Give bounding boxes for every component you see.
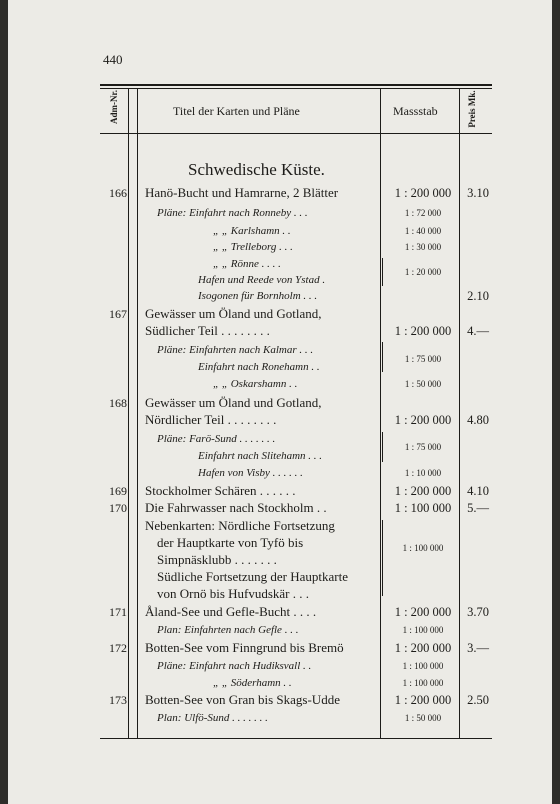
entry-subtitle: Pläne: Einfahrten nach Kalmar . . . xyxy=(157,344,314,356)
table-row xyxy=(8,376,552,392)
entry-title: Simpnäsklubb . . . . . . . xyxy=(157,552,277,567)
entry-subtitle: Plan: Einfahrten nach Gefle . . . xyxy=(157,624,299,636)
entry-scale: 1 : 200 000 xyxy=(394,641,452,655)
table-row xyxy=(8,359,552,375)
entry-title: Gewässer um Öland und Gotland, xyxy=(145,395,322,410)
entry-title: Südliche Fortsetzung der Hauptkarte xyxy=(157,569,348,584)
entry-title: Stockholmer Schären . . . . . . xyxy=(145,483,296,498)
table-row xyxy=(8,604,552,620)
table-row xyxy=(8,239,552,255)
book-page xyxy=(8,0,552,804)
table-row xyxy=(8,412,552,428)
table-row xyxy=(8,658,552,674)
entry-subtitle: Pläne: Farö-Sund . . . . . . . xyxy=(157,433,276,445)
entry-subtitle: Plan: Ulfö-Sund . . . . . . . xyxy=(157,712,268,724)
table-row xyxy=(8,586,552,602)
entry-scale: 1 : 75 000 xyxy=(404,354,442,364)
entry-scale: 1 : 10 000 xyxy=(404,468,442,478)
table-row xyxy=(8,483,552,499)
table-row xyxy=(8,205,552,221)
entry-price: 5.— xyxy=(467,501,489,515)
entry-subtitle: Pläne: Einfahrt nach Ronneby . . . xyxy=(157,207,308,219)
entry-title: der Hauptkarte von Tyfö bis xyxy=(157,535,304,550)
entry-subtitle: „ „ Oskarshamn . . xyxy=(213,378,298,390)
entry-scale: 1 : 200 000 xyxy=(394,605,452,619)
entry-subtitle: „ „ Trelleborg . . . xyxy=(213,241,293,253)
table-rule-bottom xyxy=(100,738,492,739)
table-row xyxy=(8,569,552,585)
entry-title: Hanö-Bucht und Hamrarne, 2 Blätter xyxy=(145,185,339,200)
header-rule-top-thin xyxy=(100,88,492,89)
table-row xyxy=(8,288,552,304)
entry-title: von Ornö bis Hufvudskär . . . xyxy=(157,586,310,601)
entry-price: 4.10 xyxy=(467,484,489,498)
entry-title: Botten-See von Gran bis Skags-Udde xyxy=(145,692,340,707)
entry-scale: 1 : 40 000 xyxy=(404,226,442,236)
table-row xyxy=(8,500,552,516)
entry-title: Die Fahrwasser nach Stockholm . . xyxy=(145,500,327,515)
entry-price: 4.— xyxy=(467,324,489,338)
entry-title: Botten-See vom Finngrund bis Bremö xyxy=(145,640,344,655)
entry-scale: 1 : 100 000 xyxy=(402,543,444,553)
entry-scale: 1 : 200 000 xyxy=(394,693,452,707)
table-row xyxy=(8,306,552,322)
entry-title: Gewässer um Öland und Gotland, xyxy=(145,306,322,321)
table-row xyxy=(8,395,552,411)
entry-scale: 1 : 100 000 xyxy=(394,501,452,515)
table-row xyxy=(8,622,552,638)
header-rule-top xyxy=(100,84,492,86)
entry-price: 4.80 xyxy=(467,413,489,427)
entry-scale: 1 : 100 000 xyxy=(402,625,444,635)
table-row xyxy=(8,185,552,201)
table-row xyxy=(8,223,552,239)
entry-price: 2.50 xyxy=(467,693,489,707)
table-row xyxy=(8,272,552,288)
entry-scale: 1 : 200 000 xyxy=(394,413,452,427)
entry-number: 167 xyxy=(109,307,127,321)
table-row xyxy=(8,710,552,726)
entry-number: 171 xyxy=(109,605,127,619)
entry-subtitle: „ „ Söderhamn . . xyxy=(213,677,292,689)
entry-scale: 1 : 200 000 xyxy=(394,484,452,498)
entry-scale: 1 : 200 000 xyxy=(394,324,452,338)
entry-scale: 1 : 200 000 xyxy=(394,186,452,200)
table-row xyxy=(8,640,552,656)
entry-price: 3.10 xyxy=(467,186,489,200)
table-row xyxy=(8,518,552,534)
entry-scale: 1 : 100 000 xyxy=(402,661,444,671)
header-rule-bottom xyxy=(100,133,492,134)
entry-subtitle: „ „ Karlshamn . . xyxy=(213,225,291,237)
table-row xyxy=(8,465,552,481)
entry-number: 166 xyxy=(109,186,127,200)
entry-price: 2.10 xyxy=(467,289,489,303)
page-number: 440 xyxy=(103,52,123,67)
entry-number: 170 xyxy=(109,501,127,515)
entry-scale: 1 : 72 000 xyxy=(404,208,442,218)
entry-scale: 1 : 75 000 xyxy=(404,442,442,452)
entry-title: Nördlicher Teil . . . . . . . . xyxy=(145,412,277,427)
table-row xyxy=(8,448,552,464)
entry-title: Nebenkarten: Nördliche Fortsetzung xyxy=(145,518,335,533)
entry-subtitle: Einfahrt nach Ronehamn . . xyxy=(198,361,320,373)
entry-price: 3.70 xyxy=(467,605,489,619)
entry-number: 168 xyxy=(109,396,127,410)
table-row xyxy=(8,675,552,691)
entry-scale: 1 : 30 000 xyxy=(404,242,442,252)
entry-scale: 1 : 50 000 xyxy=(404,379,442,389)
entry-subtitle: Hafen und Reede von Ystad . xyxy=(198,274,326,286)
entry-subtitle: Einfahrt nach Slitehamn . . . xyxy=(198,450,323,462)
entry-price: 3.— xyxy=(467,641,489,655)
entry-number: 172 xyxy=(109,641,127,655)
header-price: Preis Mk. xyxy=(467,90,477,128)
header-title: Titel der Karten und Pläne xyxy=(173,104,300,118)
header-scale: Massstab xyxy=(393,104,438,118)
entry-subtitle: Pläne: Einfahrt nach Hudiksvall . . xyxy=(157,660,312,672)
entry-scale: 1 : 20 000 xyxy=(404,267,442,277)
entry-title: Åland-See und Gefle-Bucht . . . . xyxy=(145,604,317,619)
entry-subtitle: Isogonen für Bornholm . . . xyxy=(198,290,318,302)
table-row xyxy=(8,552,552,568)
entry-subtitle: Hafen von Visby . . . . . . xyxy=(198,467,303,479)
table-row xyxy=(8,692,552,708)
entry-scale: 1 : 100 000 xyxy=(402,678,444,688)
header-nr: Adm-Nr. xyxy=(109,90,119,124)
entry-number: 169 xyxy=(109,484,127,498)
entry-subtitle: „ „ Rönne . . . . xyxy=(213,258,281,270)
entry-title: Südlicher Teil . . . . . . . . xyxy=(145,323,270,338)
entry-number: 173 xyxy=(109,693,127,707)
table-row xyxy=(8,323,552,339)
entry-scale: 1 : 50 000 xyxy=(404,713,442,723)
section-title: Schwedische Küste. xyxy=(188,160,325,179)
